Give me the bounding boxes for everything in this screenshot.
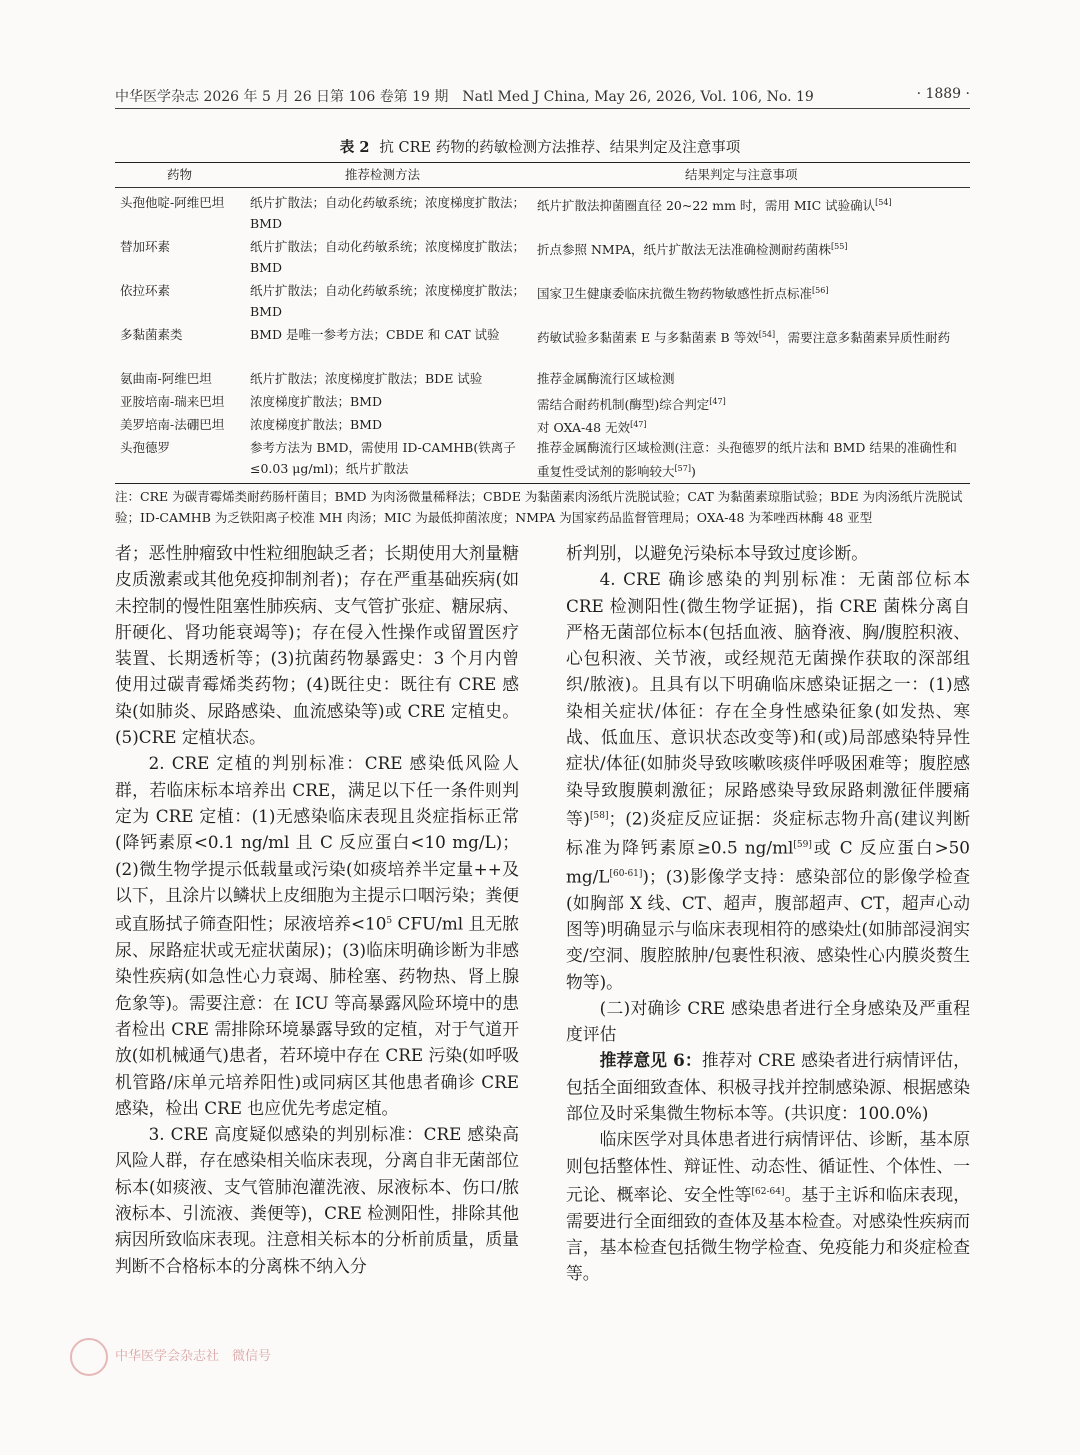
table-row — [115, 368, 970, 391]
table-cell-result: 折点参照 NMPA，纸片扩散法无法准确检测耐药菌株[55] — [537, 242, 848, 258]
table-header-method: 推荐检测方法 — [345, 167, 421, 182]
table-cell-drug: 亚胺培南-瑞来巴坦 — [120, 394, 225, 409]
table-row — [115, 414, 970, 437]
page-number: · 1889 · — [916, 86, 970, 102]
paragraph: 析判别，以避免污染标本导致过度诊断。 — [566, 543, 869, 563]
right-column — [566, 540, 970, 1287]
paragraph: 2. CRE 定植的判别标准：CRE 感染低风险人群，若临床标本培养出 CRE，满足以下任一条件则判定为 CRE 定植：(1)无感染临床表现且炎症指标正常(降钙素原<0.1 ng/ml 且 C 反应蛋白<10 mg/L)；(2)微生物学提示低载量或污染(如痰培养半定量++及以下，且涂片以鳞状上皮细胞为主提示口咽污染；粪便或直肠拭子筛查阳性；尿液培养$<10^5$ CFU/ml 且无脓尿、尿路症状或无症状菌尿)；(3)临床明确诊断为非感染性疾病(如急性心力衰竭、肺栓塞、药物热、肾上腺危象等)。需要注意：在 ICU 等高暴露风险环境中的患者检出 CRE 需排除环境暴露导致的定植，对于气道开放(如机械通气)患者，若环境中存在 CRE 污染(如呼吸机管路/床单元培养阳性)或同病区其他患者确诊 CRE 感染，检出 CRE 也应优先考虑定植。 — [115, 753, 519, 1118]
table-cell-method: 纸片扩散法；自动化药敏系统；浓度梯度扩散法；BMD — [250, 239, 526, 275]
table-cell-method: 纸片扩散法；自动化药敏系统；浓度梯度扩散法；BMD — [250, 283, 526, 319]
table-cell-result: 推荐金属酶流行区域检测(注意：头孢德罗的纸片法和 BMD 结果的准确性和重复性受试剂的影响较大[57]) — [537, 440, 957, 480]
table-cell-method: 浓度梯度扩散法；BMD — [250, 417, 383, 432]
recommendation: 推荐意见 6：推荐对 CRE 感染者进行病情评估，包括全面细致查体、积极寻找并控制感染源、根据感染部位及时采集微生物标本等。(共识度：100.0%) — [566, 1050, 970, 1124]
table-cell-method: 纸片扩散法；浓度梯度扩散法；BDE 试验 — [250, 371, 483, 386]
watermark-text: 中华医学会杂志社 微信号 — [115, 1349, 272, 1364]
paragraph: 3. CRE 高度疑似感染的判别标准：CRE 感染高风险人群，存在感染相关临床表现，分离自非无菌部位标本(如痰液、支气管肺泡灌洗液、尿液标本、伤口/脓液标本、引流液、粪便等)，CRE 检测阳性，排除其他病因所致临床表现。注意相关标本的分析前质量，质量判断不合格标本的分离株不纳入分 — [115, 1124, 519, 1276]
table-cell-method: 纸片扩散法；自动化药敏系统；浓度梯度扩散法；BMD — [250, 195, 526, 231]
table-row — [115, 236, 970, 280]
table-cell-drug: 美罗培南-法硼巴坦 — [120, 417, 225, 432]
paragraph: 4. CRE 确诊感染的判别标准：无菌部位标本 CRE 检测阳性(微生物学证据)，指 CRE 菌株分离自严格无菌部位标本(包括血液、脑脊液、胸/腹腔积液、心包积液、关节液，或经规范无菌操作获取的深部组织/脓液)。且具有以下明确临床感染证据之一：(1)感染相关症状/体征：存在全身性感染征象(如发热、寒战、低血压、意识状态改变等)和(或)局部感染特异性症状/体征(如肺炎导致咳嗽咳痰伴呼吸困难等；腹腔感染导致腹膜刺激征；尿路感染导致尿路刺激征伴腰痛等)[58]；(2)炎症反应证据：炎症标志物升高(建议判断标准为降钙素原≥0.5 ng/ml[59]或 C 反应蛋白>50 mg/L[60-61])；(3)影像学支持：感染部位的影像学检查(如胸部 X 线、CT、超声，腹部超声、CT，超声心动图等)明确显示与临床表现相符的感染灶(如肺部浸润实变/空洞、腹腔脓肿/包裹性积液、感染性心内膜炎赘生物等)。 — [566, 569, 970, 992]
paragraph: 临床医学对具体患者进行病情评估、诊断，基本原则包括整体性、辩证性、动态性、循证性、个体性、一元论、概率论、安全性等[62-64]。基于主诉和临床表现，需要进行全面细致的查体及基本检查。对感染性疾病而言，基本检查包括微生物学检查、免疫能力和炎症检查等。 — [566, 1129, 970, 1284]
table-cell-drug: 氨曲南-阿维巴坦 — [120, 371, 212, 386]
table-header-rule — [115, 187, 970, 188]
table-cell-result: 纸片扩散法抑菌圈直径 20~22 mm 时，需用 MIC 试验确认[54] — [537, 198, 892, 214]
table-title: 抗 CRE 药物的药敏检测方法推荐、结果判定及注意事项 — [379, 140, 741, 156]
section-heading: (二)对确诊 CRE 感染患者进行全身感染及严重程度评估 — [566, 997, 970, 1045]
journal-citation: 中华医学杂志 2026 年 5 月 26 日第 106 卷第 19 期 Natl Med J China, May 26, 2026, Vol. 106, No. 19 — [115, 89, 814, 105]
table-row — [115, 391, 970, 414]
table-row — [115, 280, 970, 324]
recommendation-label: 推荐意见 6： — [599, 1050, 702, 1071]
table-cell-result: 药敏试验多黏菌素 E 与多黏菌素 B 等效[54]，需要注意多黏菌素异质性耐药 — [537, 330, 951, 346]
table-cell-method: 参考方法为 BMD，需使用 ID-CAMHB(铁离子≤0.03 μg/ml)；纸片扩散法 — [250, 440, 516, 476]
table-cell-result: 推荐金属酶流行区域检测 — [537, 371, 675, 386]
left-column — [115, 540, 519, 1279]
drug-susceptibility-table — [115, 162, 970, 484]
table-cell-drug: 依拉环素 — [120, 283, 171, 298]
table-cell-drug: 头孢他啶-阿维巴坦 — [120, 195, 225, 210]
table-header-row — [115, 163, 970, 187]
table-cell-result: 国家卫生健康委临床抗微生物药物敏感性折点标准[56] — [537, 286, 829, 302]
paragraph: 者；恶性肿瘤致中性粒细胞缺乏者；长期使用大剂量糖皮质激素或其他免疫抑制剂者)；存在严重基础疾病(如未控制的慢性阻塞性肺疾病、支气管扩张症、糖尿病、肝硬化、肾功能衰竭等)；存在侵入性操作或留置医疗装置、长期透析等；(3)抗菌药物暴露史：3 个月内曾使用过碳青霉烯类药物；(4)既往史：既往有 CRE 感染(如肺炎、尿路感染、血流感染等)或 CRE 定植史。(5)CRE 定植状态。 — [115, 543, 519, 748]
table-row — [115, 192, 970, 236]
table-label: 表 2 — [339, 139, 370, 156]
table-header-drug: 药物 — [167, 167, 193, 182]
table-cell-method: 浓度梯度扩散法；BMD — [250, 394, 383, 409]
table-caption — [0, 136, 1080, 157]
table-footnote: 注：CRE 为碳青霉烯类耐药肠杆菌目；BMD 为肉汤微量稀释法；CBDE 为黏菌素肉汤纸片洗脱试验；CAT 为黏菌素琼脂试验；BDE 为肉汤纸片洗脱试验；ID-CAMHB 为乏铁阳离子校准 MH 肉汤；MIC 为最低抑菌浓度；NMPA 为国家药品监督管理局；OXA-48 为苯唑西林酶 48 亚型 — [115, 489, 963, 525]
table-cell-result: 需结合耐药机制(酶型)综合判定[47] — [537, 397, 726, 413]
table-row — [115, 324, 970, 368]
header-rule — [115, 108, 970, 109]
table-cell-drug: 头孢德罗 — [120, 440, 171, 455]
table-bottom-rule — [115, 483, 970, 484]
table-cell-drug: 多黏菌素类 — [120, 327, 183, 342]
publisher-logo — [70, 1338, 108, 1376]
table-cell-drug: 替加环素 — [120, 239, 171, 254]
table-cell-result: 对 OXA-48 无效[47] — [537, 420, 647, 436]
table-header-result: 结果判定与注意事项 — [685, 167, 798, 182]
table-cell-method: BMD 是唯一参考方法；CBDE 和 CAT 试验 — [250, 327, 500, 342]
table-row — [115, 437, 970, 481]
